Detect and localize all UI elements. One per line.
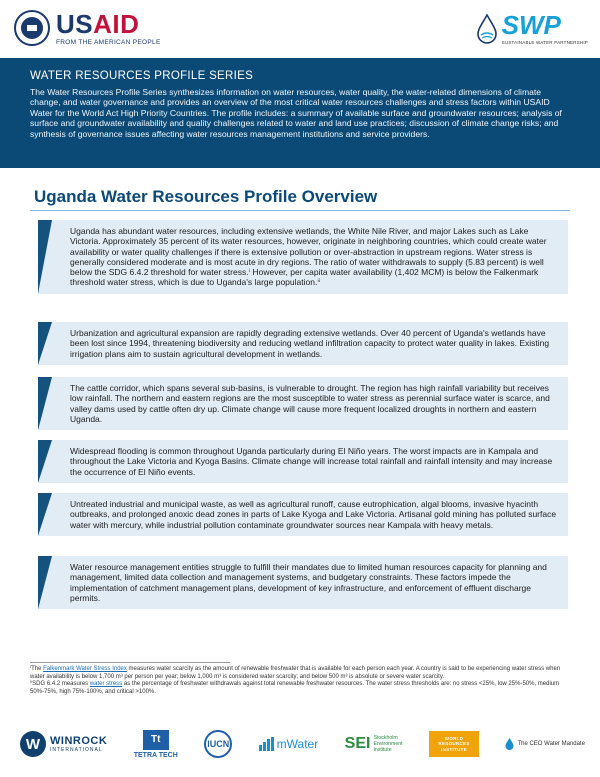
swp-tagline: SUSTAINABLE WATER PARTNERSHIP: [501, 40, 588, 45]
iucn-logo: [204, 730, 232, 758]
overview-card-governance: [38, 556, 568, 609]
series-description: The Water Resources Profile Series synthesizes information on water resources, water quality, the water-related dimensions of climate change, and water governance and provides an overview of the most critical water resources challenges and stress factors within USAID Water for the World Act High Priority Countries. The profile includes: a summary of available surface and groundwater resources; analysis of surface and groundwater availability and quality challenges related to water and land use practices; discussion of climate change risks; and synthesis of governance issues affecting water resources management institutions and service providers.: [30, 87, 562, 139]
footnote-divider: [30, 662, 230, 663]
overview-card-drought: [38, 377, 568, 430]
falkenmark-link[interactable]: Falkenmark Water Stress Index: [43, 666, 127, 672]
swp-wordmark: SWP: [501, 10, 561, 40]
overview-card-flooding: [38, 440, 568, 483]
mwater-logo: mWater: [259, 737, 319, 751]
overview-paragraph: The cattle corridor, which spans several sub-basins, is vulnerable to drought. The region has high rainfall variability but receives low rainfall. The northern and eastern regions are the most susceptible to water stress as perennial surface water is scarce, and valley dams used by cattle often dry up. Climate change will cause more frequent localized droughts in northern and eastern Uganda.: [70, 383, 550, 424]
footnote-2: ⁱⁱSDG 6.4.2 measures water stress as the percentage of freshwater withdrawals against total renewable freshwater resources. The water stress thresholds are: no stress <25%, low 25%-50%, medium 50%-75%, high 75%-100%, and critical >100%.: [30, 681, 560, 695]
overview-card-water-resources: [38, 220, 568, 294]
footnote-1: ⁱThe Falkenmark Water Stress Index measures water scarcity as the amount of renewable freshwater that is available for each person each year. A country is said to be experiencing water stress when water availability is below 1,700 m³ per person per year; below 1,000 m³ is considered water scarcity; and below 500 m³ is absolute or severe water scarcity.: [30, 666, 561, 680]
usaid-logo: [14, 10, 161, 46]
water-stress-link[interactable]: water stress: [89, 681, 123, 688]
footnotes: [30, 666, 575, 696]
tetra-tech-logo: Tt TETRA TECH: [134, 730, 178, 759]
overview-card-wetlands: [38, 322, 568, 365]
wri-logo: WORLD RESOURCES INSTITUTE: [429, 731, 479, 757]
overview-paragraph: Widespread flooding is common throughout Uganda particularly during El Niño years. The worst impacts are in Kampala and throughout the Lake Victoria and Kyoga Basins. Climate change will increase total rainfall and rainfall intensity and may increase the occurrence of El Niño events.: [70, 446, 553, 477]
overview-paragraph: Untreated industrial and municipal waste, as well as agricultural runoff, cause eutrophication, algal blooms, invasive hyacinth outbreaks, and prolonged anoxic dead zones in parts of Lake Kyoga and Lake Victoria. Artisanal gold mining has polluted surface water with mercury, while industrial pollution contaminate groundwater sources near Kampala with heavy metals.: [70, 499, 557, 530]
overview-divider: [30, 210, 570, 211]
overview-title: Uganda Water Resources Profile Overview: [34, 187, 378, 206]
overview-paragraph: Uganda has abundant water resources, including extensive wetlands, the White Nile River, and major Lakes such as Lake Victoria. Approximately 35 percent of its water resources, however, originate in neighboring countries, which could create water availability or water quality challenges if there is extensive pollution or over-abstraction in upstream regions. Water stress is generally considered moderate and is most acute in dry regions. The ratio of water withdrawals to supply (5.83 percent) is well below the SDG 6.4.2 threshold for water stress.ⁱ However, per capita water availability (1,402 MCM) is below the Falkenmark threshold water stress, which is due to Uganda's large population.ⁱⁱ: [70, 226, 547, 288]
swp-logo: [476, 12, 588, 45]
overview-paragraph: Urbanization and agricultural expansion are rapidly degrading extensive wetlands. Over 40 percent of Uganda's wetlands have been lost since 1994, threatening biodiversity and reducing wetland infiltration capacity to protect water quality in lakes. Existing irrigation plans aim to sustain agricultural development in wetlands.: [70, 328, 550, 359]
winrock-logo: W WINROCK INTERNATIONAL: [20, 731, 107, 757]
series-title: WATER RESOURCES PROFILE SERIES: [30, 70, 254, 82]
bar-chart-icon: [259, 737, 275, 751]
water-drop-icon: [476, 14, 498, 44]
iucn-icon: IUCN: [204, 730, 232, 758]
overview-card-pollution: [38, 493, 568, 536]
usaid-wordmark: USAID: [56, 8, 140, 39]
sei-logo: SEI Stockholm Environment Institute: [344, 735, 403, 753]
winrock-icon: W: [20, 731, 46, 757]
ceo-water-mandate-logo: The CEO Water Mandate: [505, 738, 584, 750]
tetra-tech-icon: Tt: [143, 730, 169, 750]
usaid-seal-icon: [14, 10, 50, 46]
partner-logos: [20, 724, 585, 764]
series-banner: [0, 58, 600, 168]
water-drop-icon: [505, 738, 514, 750]
overview-paragraph: Water resource management entities struggle to fulfill their mandates due to limited human resources capacity for planning and management, limited data collection and management systems, and budgetary constraints. These factors impede the implementation of catchment management plans, development of key infrastructure, and enforcement of effluent discharge permits.: [70, 562, 547, 603]
page-header: [0, 0, 600, 58]
usaid-tagline: FROM THE AMERICAN PEOPLE: [56, 38, 161, 46]
